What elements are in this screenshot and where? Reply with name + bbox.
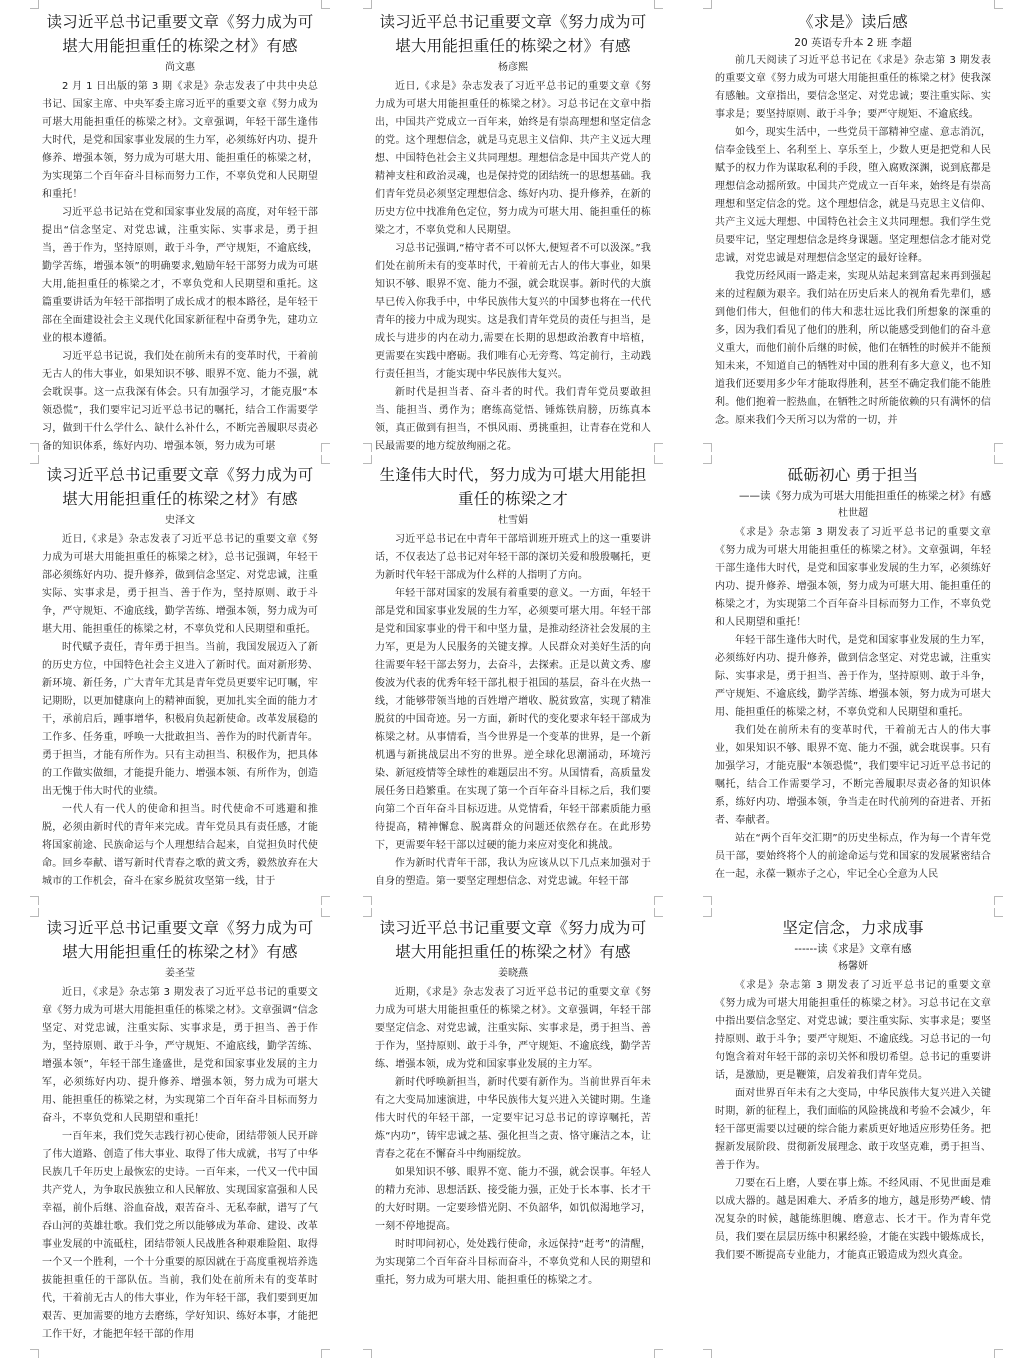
document-paragraph: 站在“两个百年交汇期”的历史坐标点，作为每一个青年党员干部，要始终将个人的前途命运与党和国家的发展紧密结合在一起，永葆一颗赤子之心，牢记全心全意为人民 — [715, 833, 991, 880]
page-content — [363, 0, 663, 452]
document-paragraph: 近日，《求是》杂志第 3 期发表了习近平总书记的重要文章《努力成为可堪大用能担重任的栋梁之材》。文章强调“信念坚定、对党忠诚，注重实际、实事求是，勇于担当、善于作为，坚持原则、敢于斗争，严守规矩、不逾底线，勤学苦练、增强本领”，年轻干部生逢盛世，是党和国家事业发展的主力军，必须练好内功、提升修养、增强本领，努力成为可堪大用、能担重任的栋梁之材，为实现第二个百年奋斗目标而努力奋斗，不辜负党和人民期望和重托！ — [42, 987, 318, 1124]
document-subtitle: ------读《求是》文章有感 — [794, 943, 912, 955]
document-title: 生逢伟大时代，努力成为可堪大用能担重任的栋梁之才 — [379, 466, 647, 508]
document-title: 读习近平总书记重要文章《努力成为可堪大用能担重任的栋梁之材》有感 — [46, 466, 314, 508]
document-paragraph: 习近平总书记在中青年干部培训班开班式上的这一重要讲话，不仅表达了总书记对年轻干部的深切关爱和殷殷嘱托，更为新时代年轻干部成为什么样的人指明了方向。 — [375, 534, 651, 581]
document-paragraph: 《求是》杂志第 3 期发表了习近平总书记的重要文章《努力成为可堪大用能担重任的栋梁之材》。习总书记在文章中指出要信念坚定、对党忠诚；要注重实际、实事求是；要坚持原则、敢于斗争；要严守规矩、不逾底线。习总书记的一句句饱含着对年轻干部的亲切关怀和殷切希望。总书记的重要讲话，是激励，更是鞭策，启发着我们青年党员。 — [715, 980, 991, 1081]
document-subtitle: ——读《努力成为可堪大用能担重任的栋梁之材》有感 — [739, 490, 991, 502]
document-paragraph: 2 月 1 日出版的第 3 期《求是》杂志发表了中共中央总书记、国家主席、中央军委主席习近平的重要文章《努力成为可堪大用能担重任的栋梁之材》。文章强调，年轻干部生逢伟大时代，是党和国家事业发展的生力军，必须练好内功、提升修养、增强本领，努力成为可堪大用、能担重任的栋梁之材，为实现第二个百年奋斗目标而努力工作，不辜负党和人民期望和重托！ — [42, 81, 318, 200]
document-paragraph: 我们处在前所未有的变革时代，干着前无古人的伟大事业，如果知识不够、眼界不宽、能力不强，就会耽误事。只有加强学习，才能克服“本领恐慌”，我们要牢记习近平总书记的嘱托，结合工作需要学习，不断完善履职尽责必备的知识体系，练好内功、增强本领，争当走在时代前列的奋进者、开拓者、奉献者。 — [715, 725, 991, 826]
document-page — [30, 908, 330, 1358]
document-page — [363, 455, 663, 905]
document-title: 读习近平总书记重要文章《努力成为可堪大用能担重任的栋梁之材》有感 — [46, 13, 314, 55]
document-paragraph: 作为新时代青年干部，我认为应该从以下几点来加强对于自身的塑造。第一要坚定理想信念、对党忠诚。年轻干部 — [375, 858, 651, 887]
document-paragraph: 新时代呼唤新担当，新时代要有新作为。当前世界百年未有之大变局加速演进，中华民族伟大复兴进入关键时期。生逢伟大时代的年轻干部，一定要牢记习总书记的谆谆嘱托，苦炼“内功”，铸牢忠诚之基、强化担当之责、恪守廉洁之本，让青春之花在不懈奋斗中绚丽绽放。 — [375, 1077, 651, 1160]
document-title: 读习近平总书记重要文章《努力成为可堪大用能担重任的栋梁之材》有感 — [46, 919, 314, 961]
document-paragraph: 习近平总书记站在党和国家事业发展的高度，对年轻干部提出“信念坚定、对党忠诚，注重实际、实事求是，勇于担当，善于作为，坚持原则，敢于斗争，严守规矩，不逾底线，勤学苦练，增强本领”的明确要求,勉励年轻干部努力成为可堪大用,能担重任的栋梁之才，不辜负党和人民期望和重托。这篇重要讲话为年轻干部指明了成长成才的根本路径，是年轻干部在全面建设社会主义现代化国家新征程中奋勇争先，建功立业的根本遵循。 — [42, 207, 318, 344]
document-paragraph: 如今，现实生活中，一些党员干部精神空虚、意志消沉，信奉金钱至上、名利至上、享乐至上，少数人更是把党和人民赋予的权力作为谋取私利的手段，堕入腐败深渊，说到底都是理想信念动摇所致。中国共产党成立一百年来，始终是有崇高理想和坚定信念的党。这个理想信念，就是马克思主义信仰、共产主义远大理想、中国特色社会主义共同理想。我们学生党员要牢记，坚定理想信念是终身课题。坚定理想信念才能对党忠诚，对党忠诚是对理想信念坚定的最好诠释。 — [715, 127, 991, 264]
document-title: 坚定信念，力求成事 — [782, 919, 924, 937]
document-author: 史泽文 — [165, 515, 195, 526]
document-paragraph: 近期，《求是》杂志发表了习近平总书记的重要文章《努力成为可堪大用能担重任的栋梁之材》。文章强调，年轻干部要坚定信念、对党忠诚，注重实际、实事求是，勇于担当、善于作为，坚持原则、敢于斗争，严守规矩、不逾底线，勤学苦练、增强本领，成为党和国家事业发展的主力军。 — [375, 987, 651, 1070]
document-paragraph: 面对世界百年未有之大变局，中华民族伟大复兴进入关键时期，新的征程上，我们面临的风险挑战和考验不会减少，年轻干部更需要以过硬的综合能力素质更好地适应形势任务。把握新发展阶段、贯彻新发展理念、敢于攻坚克难，勇于担当、善于作为。 — [715, 1088, 991, 1171]
document-author: 杜雪娟 — [498, 515, 528, 526]
document-paragraph: 近日,《求是》杂志发表了习近平总书记的重要文章《努力成为可堪大用能担重任的栋梁之材》。习总书记在文章中指出，中国共产党成立一百年来，始终是有崇高理想和坚定信念的党。这个理想信念，就是马克思主义信仰、共产主义远大理想、中国特色社会主义共同理想。理想信念是中国共产党人的精神支柱和政治灵魂，也是保持党的团结统一的思想基础。我们青年党员必须坚定理想信念、练好内功、提升修养，在新的历史方位中找准角色定位，努力成为可堪大用、能担重任的栋梁之才，不辜负党和人民期望。 — [375, 81, 651, 236]
document-page — [703, 455, 1003, 905]
document-paragraph: 如果知识不够、眼界不宽、能力不强，就会误事。年轻人的精力充沛、思想活跃、接受能力强，正处于长本事、长才干的大好时期。一定要珍惜光阴、不负韶华，如饥似渴地学习，一刻不停地提高。 — [375, 1167, 651, 1232]
document-page — [703, 0, 1003, 452]
page-content — [363, 908, 663, 1358]
document-paragraph: 新时代是担当者、奋斗者的时代。我们青年党员要敢担当、能担当、勇作为；磨练高觉悟、锤炼铁肩膀，历练真本领，真正做到有担当，不惧风雨、勇挑重担，让青春在党和人民最需要的地方绽放绚丽之花。 — [375, 387, 651, 452]
document-paragraph: 一百年来，我们党矢志践行初心使命，团结带领人民开辟了伟大道路、创造了伟大事业、取得了伟大成就，书写了中华民族几千年历史上最恢宏的史诗。一百年来，一代又一代中国共产党人，为争取民族独立和人民解放、实现国家富强和人民幸福，前仆后继、浴血奋战，艰苦奋斗、无私奉献，谱写了气吞山河的英雄壮歌。我们党之所以能够成为革命、建设、改革事业发展的中流砥柱，团结带领人民战胜各种艰难险阻、取得一个又一个胜利，一个十分重要的原因就在于高度重视培养选拔能担重任的干部队伍。当前，我们处在前所未有的变革时代，干着前无古人的伟大事业，作为年轻干部，我们要到更加艰苦、更加需要的地方去磨练，学好知识、练好本事，才能把工作干好，才能把年轻干部的作用 — [42, 1131, 318, 1340]
document-page — [30, 0, 330, 452]
document-paragraph: 年轻干部生逢伟大时代，是党和国家事业发展的生力军，必须练好内功、提升修养，做到信念坚定、对党忠诚，注重实际、实事求是，勇于担当、善于作为，坚持原则、敢于斗争，严守规矩、不逾底线，勤学苦练、增强本领，努力成为可堪大用、能担重任的栋梁之材，不辜负党和人民期望和重托。 — [715, 635, 991, 718]
document-paragraph: 《求是》杂志第 3 期发表了习近平总书记的重要文章《努力成为可堪大用能担重任的栋梁之材》。文章强调，年轻干部生逢伟大时代，是党和国家事业发展的生力军，必须练好内功、提升修养、增强本领，努力成为可堪大用、能担重任的栋梁之才，为实现第二个百年奋斗目标而努力工作，不辜负党和人民期望和重托！ — [715, 527, 991, 628]
page-content — [363, 455, 663, 905]
document-paragraph: 刀要在石上磨，人要在事上炼。不经风雨、不见世面是难以成大器的。越是困难大、矛盾多的地方，越是形势严峻、情况复杂的时候，越能练胆魄、磨意志、长才干。作为青年党员，我们要在层层历练中积累经验，才能在实践中锻炼成长，我们要不断提高专业能力，才能真正锻造成为烈火真金。 — [715, 1178, 991, 1261]
document-paragraph: 前几天阅读了习近平总书记在《求是》杂志第 3 期发表的重要文章《努力成为可堪大用能担重任的栋梁之材》使我深有感触。文章指出，要信念坚定、对党忠诚；要注重实际、实事求是；要坚持原则、敢于斗争；要严守规矩、不逾底线。 — [715, 55, 991, 120]
page-content — [703, 455, 1003, 905]
document-title: 读习近平总书记重要文章《努力成为可堪大用能担重任的栋梁之材》有感 — [379, 13, 647, 55]
document-page — [363, 908, 663, 1358]
page-content — [30, 455, 330, 905]
page-content — [30, 908, 330, 1358]
document-paragraph: 时代赋予责任，青年勇于担当。当前，我国发展迈入了新的历史方位，中国特色社会主义进入了新时代。面对新形势、新环境、新任务，广大青年尤其是青年党员更要牢记叮嘱，牢记期盼，以更加健康向上的精神面貌，更加扎实全面的能力才干，承前启后，踵事增华，积极肩负起新使命。改革发展稳的工作多、任务重，呼唤一大批敢担当、善作为的时代新青年。勇于担当，才能有所作为。只有主动担当、积极作为，把具体的工作做实做细，才能提升能力、增强本领、有所作为，创造出无愧于伟大时代的业绩。 — [42, 642, 318, 797]
document-paragraph: 一代人有一代人的使命和担当。时代使命不可逃避和推脱，必须由新时代的青年来完成。青年党员具有责任感，才能将国家前途、民族命运与个人理想结合起来，自觉担负时代使命。回乡奉献、谱写新时代青春之歌的黄文秀，毅然放弃在大城市的工作机会，奋斗在家乡脱贫攻坚第一线，甘于 — [42, 804, 318, 887]
page-content — [30, 0, 330, 452]
page-content — [703, 908, 1003, 1358]
document-title: 砥砺初心 勇于担当 — [787, 466, 919, 484]
document-page — [703, 908, 1003, 1358]
document-author: 杜世超 — [838, 508, 868, 519]
document-paragraph: 时时叩问初心，处处践行使命，永远保持“赶考”的清醒，为实现第二个百年奋斗目标而奋斗，不辜负党和人民的期望和重托，努力成为可堪大用、能担重任的栋梁之才。 — [375, 1239, 651, 1286]
document-paragraph: 我党历经风雨一路走来，实现从站起来到富起来再到强起来的过程颇为艰辛。我们站在历史后来人的视角看先辈们，感到他们伟大，但他们的伟大和悲壮远比我们所想象的深重的多，因为我们看见了他们的胜利，所以能感受到他们的奋斗意义重大，而他们前仆后继的时候，他们在牺牲的时候并不能预知未来，不知道自己的牺牲对中国的胜利有多大意义，也不知道我们还要用多少年才能取得胜利，甚至不确定我们能不能胜利。他们抱着一腔热血，在牺牲之时所能依赖的只有满怀的信念。原来我们今天所习以为常的一切，并 — [715, 271, 991, 426]
page-content — [703, 0, 1003, 452]
document-paragraph: 近日,《求是》杂志发表了习近平总书记的重要文章《努力成为可堪大用能担重任的栋梁之材》，总书记强调，年轻干部必须练好内功、提升修养，做到信念坚定、对党忠诚，注重实际、实事求是，勇于担当、善于作为，坚持原则、敢于斗争，严守规矩、不逾底线，勤学苦练、增强本领，努力成为可堪大用、能担重任的栋梁之材，不辜负党和人民期望和重托。 — [42, 534, 318, 635]
document-title: 《求是》读后感 — [798, 13, 908, 31]
document-author: 姜圣莹 — [165, 968, 195, 979]
document-page — [30, 455, 330, 905]
document-author: 杨馨妍 — [838, 961, 868, 972]
document-title: 读习近平总书记重要文章《努力成为可堪大用能担重任的栋梁之材》有感 — [379, 919, 647, 961]
document-paragraph: 习近平总书记说，我们处在前所未有的变革时代，干着前无古人的伟大事业，如果知识不够、眼界不宽、能力不强，就会耽误事。这一点我深有体会。只有加强学习，才能克服“本领恐慌”，我们要牢记习近平总书记的嘱托，结合工作需要学习，做到干什么学什么、缺什么补什么，不断完善履职尽责必备的知识体系，练好内功、增强本领，努力成为可堪 — [42, 351, 318, 452]
document-page — [363, 0, 663, 452]
document-paragraph: 习总书记强调,“椿守者不可以怀大,便短者不可以汲深。”我们处在前所未有的变革时代，干着前无古人的伟大事业，如果知识不够、眼界不宽、能力不强，就会耽误事。新时代的大旗早已传入你我手中，中华民族伟大复兴的中国梦也将在一代代青年的接力中成为现实。这是我们青年党员的责任与担当，是成长与进步的内在动力,需要在长期的思想政治教育中培植，更需要在实践中磨砺。我们唯有心无旁骛、笃定前行，主动践行责任担当，才能实现中华民族伟大复兴。 — [375, 243, 651, 380]
document-author: 杨彦熙 — [498, 62, 528, 73]
document-author: 姜晓燕 — [498, 968, 528, 979]
document-author: 尚文惠 — [165, 62, 195, 73]
document-subtitle: 20 英语专升本 2 班 李超 — [794, 37, 912, 49]
document-paragraph: 年轻干部对国家的发展有着重要的意义。一方面，年轻干部是党和国家事业发展的生力军，必须要可堪大用。年轻干部是党和国家事业的骨干和中坚力量，是推动经济社会发展的主力军，更是为人民服务的关键支撑。人民群众对美好生活的向往需要年轻干部去努力，去奋斗，去探索。正是以黄文秀、廖俊波为代表的优秀年轻干部扎根于祖国的基层，奋斗在火热一线，才能够带领当地的百姓增产增收、脱贫致富，实现了精准脱贫的中国奇迹。另一方面，新时代的变化要求年轻干部成为栋梁之材。从事情看，当今世界是一个变革的世界，是一个新机遇与新挑战层出不穷的世界。逆全球化思潮涌动，环境污染、新冠疫情等全球性的难题层出不穷。从国情看，高质量发展任务日趋繁重。在实现了第一个百年奋斗目标之后，我们要向第二个百年奋斗目标迈进。从党情看，年轻干部素质能力亟待提高，精神懈怠、脱离群众的问题还依然存在。在此形势下，更需要年轻干部以过硬的能力来应对变化和挑战。 — [375, 588, 651, 851]
